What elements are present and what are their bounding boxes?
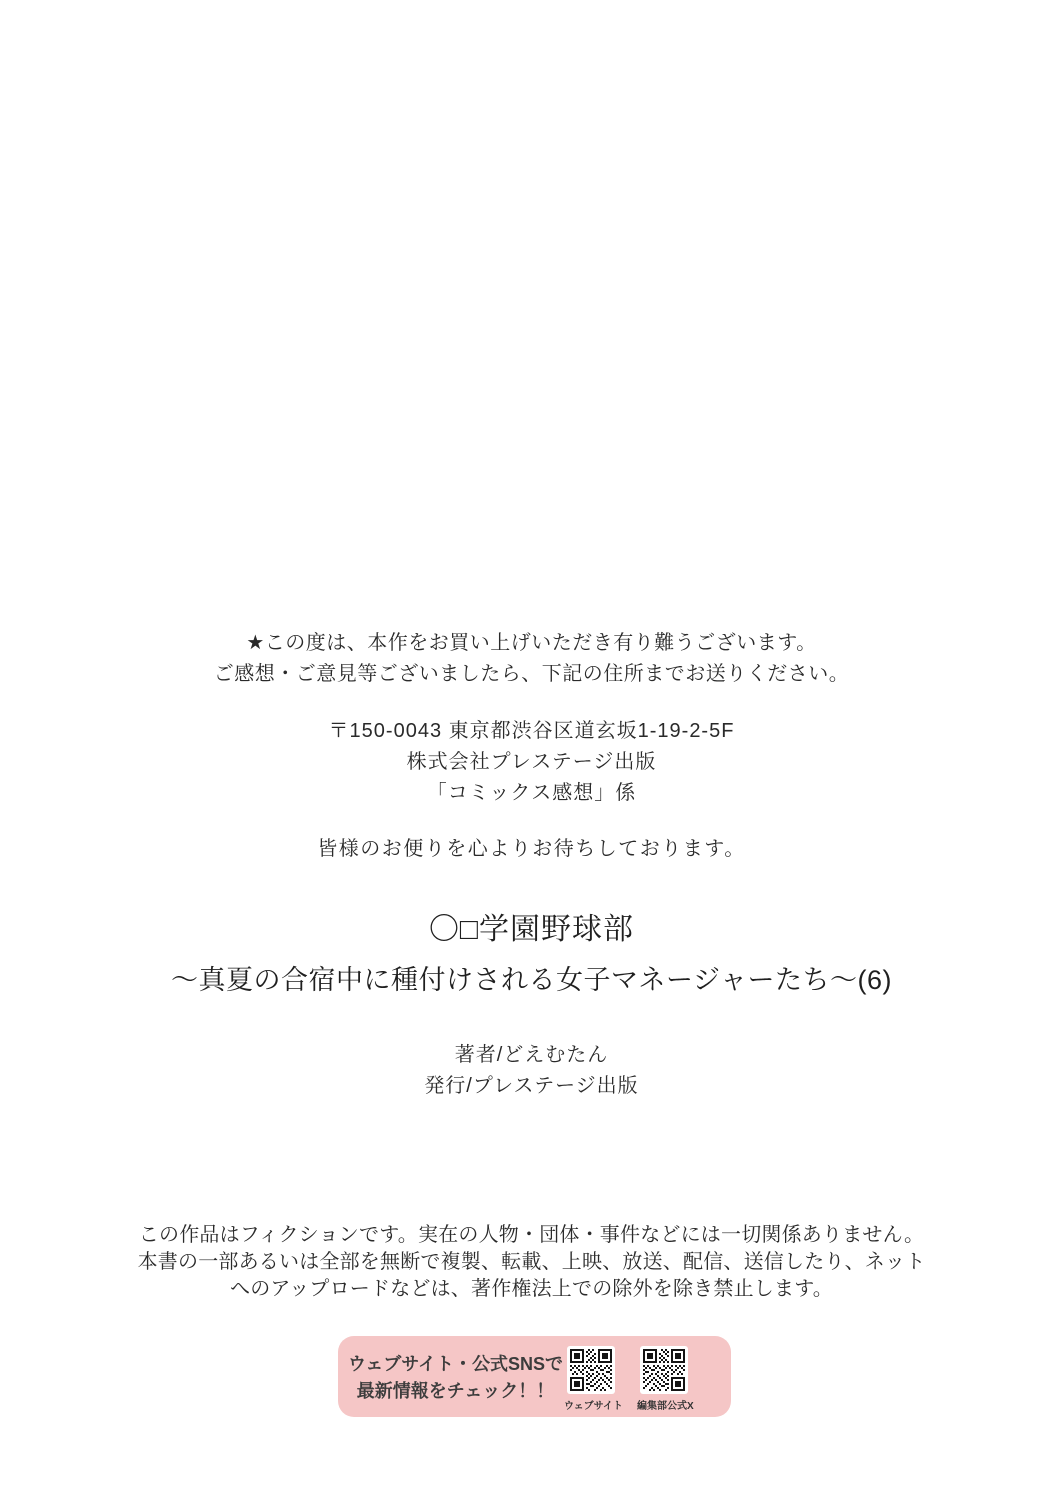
- qr-code-website-icon: [567, 1346, 615, 1394]
- official-x-qr: [637, 1346, 694, 1412]
- disclaimer-line2: 本書の一部あるいは全部を無断で複製、転載、上映、放送、配信、送信したり、ネット: [137, 1251, 926, 1273]
- thanks-line2: ご感想・ご意見等ございましたら、下記の住所までお送りください。: [213, 663, 850, 685]
- sns-promo-box: [338, 1336, 731, 1417]
- book-title: 〇□学園野球部: [428, 913, 635, 946]
- disclaimer-line1: この作品はフィクションです。実在の人物・団体・事件などには一切関係ありません。: [138, 1224, 925, 1246]
- credits: [0, 1040, 1063, 1102]
- qr-code-official-x-icon: [640, 1346, 688, 1394]
- waiting-note: 皆様のお便りを心よりお待ちしております。: [317, 838, 746, 860]
- publisher-line: 発行/プレステージ出版: [424, 1075, 639, 1097]
- thanks-line1: ★この度は、本作をお買い上げいただき有り難うございます。: [246, 632, 817, 654]
- address-department-line: 「コミックス感想」係: [426, 782, 637, 804]
- qr-label-website: ウェブサイト: [564, 1401, 623, 1412]
- copyright-disclaimer: [0, 1222, 1063, 1303]
- address-company-line: 株式会社プレステージ出版: [406, 751, 657, 773]
- address-postal-line: 〒150-0043 東京都渋谷区道玄坂1-19-2-5F: [328, 720, 735, 742]
- thanks-note: [0, 628, 1063, 690]
- publisher-address: [0, 716, 1063, 809]
- promo-line2: 最新情報をチェック！！: [356, 1381, 555, 1401]
- promo-text: [348, 1351, 563, 1405]
- book-subtitle: ～真夏の合宿中に種付けされる女子マネージャーたち～(6): [171, 965, 892, 995]
- qr-label-official-x: 編集部公式X: [637, 1401, 694, 1412]
- website-qr: [564, 1346, 623, 1412]
- promo-line1: ウェブサイト・公式SNSで: [348, 1354, 564, 1374]
- author-line: 著者/どえむたん: [454, 1044, 609, 1066]
- disclaimer-line3: へのアップロードなどは、著作権法上での除外を除き禁止します。: [230, 1278, 833, 1300]
